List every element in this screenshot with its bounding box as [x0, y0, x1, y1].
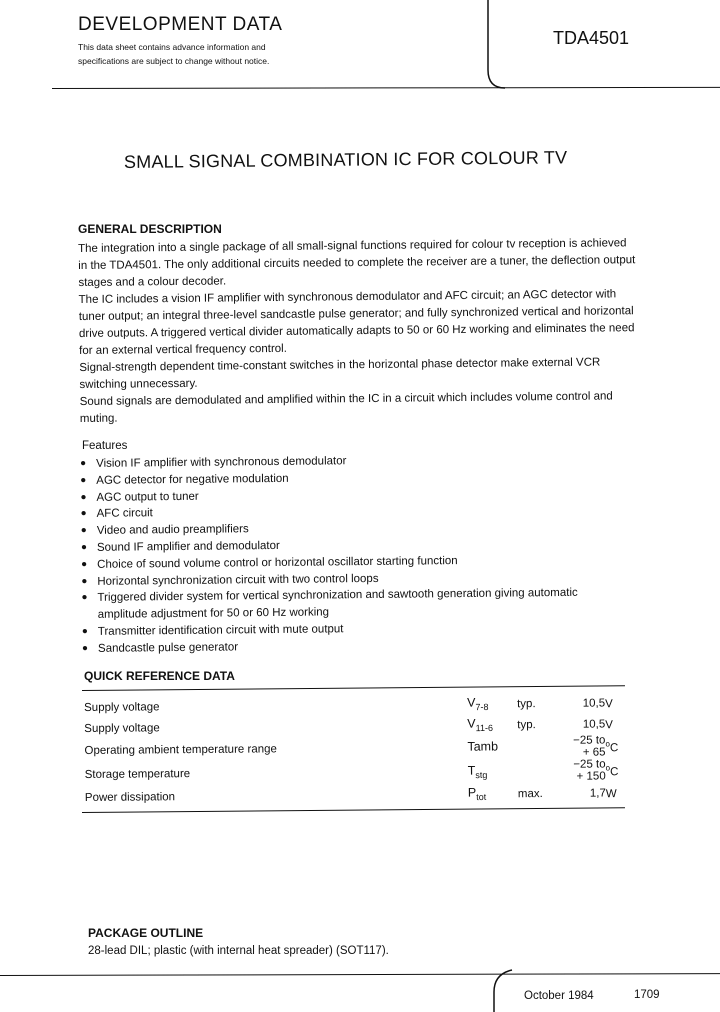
feature-item: ● Vision IF amplifier with synchronous demodulator — [80, 450, 620, 472]
package-outline-heading: PACKAGE OUTLINE — [88, 926, 204, 940]
value-cell: 10,5 — [582, 696, 606, 710]
part-number: TDA4501 — [553, 28, 630, 48]
feature-item: ● AFC circuit — [81, 501, 621, 523]
parameter-cell: Supply voltage — [84, 721, 160, 735]
table-row — [85, 782, 636, 808]
value-cell: 1,7 — [589, 786, 606, 800]
paragraph: Sound signals are demodulated and amplified within the IC in a circuit which includes volume control and muting. — [79, 390, 613, 425]
symbol-cell: Tamb — [467, 739, 499, 754]
quick-reference-heading: QUICK REFERENCE DATA — [84, 669, 235, 683]
features-list — [80, 450, 622, 657]
feature-item: ● Choice of sound volume control or horizontal oscillator starting function — [81, 551, 621, 573]
value-cell: −25 to + 65 — [573, 734, 606, 759]
feature-item: ● Horizontal synchronization circuit with two control loops — [81, 568, 621, 590]
header-rule — [52, 87, 720, 89]
quick-reference-table — [84, 692, 636, 808]
parameter-cell: Operating ambient temperature range — [84, 743, 277, 757]
feature-item: ● Triggered divider system for vertical synchronization and sawtooth generation giving automatic amplitude adjustment for 50 or 60 Hz working — [81, 585, 621, 624]
header-note-line-2: specifications are subject to change without notice. — [78, 56, 270, 66]
qualifier-cell: typ. — [517, 718, 536, 731]
paragraph: The integration into a single package of all small-signal functions required for colour tv reception is achieved in the TDA4501. The only additional circuits needed to complete the receiver are a tuner, the deflection output stages and a colour decoder. — [78, 237, 636, 289]
feature-item: ● Sound IF amplifier and demodulator — [81, 534, 621, 556]
symbol-cell: $V_{11-6}$ — [467, 716, 494, 734]
footer-date: October 1984 — [524, 990, 594, 1002]
paragraph: The IC includes a vision IF amplifier with synchronous demodulator and AFC circuit; an AGC detector with tuner output; an integral three-level sandcastle pulse generator; and fully synchronized vertical and horizontal drive outputs. A triggered vertical divider automatically adapts to 50 or 60 Hz working and eliminates the need for an external vertical frequency control. — [78, 288, 635, 357]
value-cell: 10,5 — [582, 717, 606, 731]
header-note-line-1: This data sheet contains advance information and — [78, 42, 266, 52]
unit-cell: W — [605, 788, 617, 801]
unit-cell: $^o$C — [605, 738, 619, 754]
document-title: SMALL SIGNAL COMBINATION IC FOR COLOUR TV — [123, 147, 568, 172]
header-divider-curve — [484, 0, 506, 89]
quick-reference-top-rule — [82, 685, 625, 691]
symbol-cell: $P_{tot}$ — [467, 785, 487, 803]
page-number: 1709 — [634, 989, 660, 1001]
package-outline-text: 28-lead DIL; plastic (with internal heat spreader) (SOT117). — [88, 945, 389, 957]
feature-item: ● Transmitter identification circuit with mute output — [82, 618, 622, 640]
feature-item: ● Sandcastle pulse generator — [82, 635, 622, 657]
qualifier-cell: typ. — [517, 697, 536, 710]
symbol-cell: $T_{stg}$ — [467, 763, 488, 780]
features-label: Features — [82, 440, 128, 452]
symbol-cell: $V_{7-8}$ — [467, 695, 489, 713]
footer-divider-curve — [490, 968, 514, 1012]
feature-item: ● AGC detector for negative modulation — [80, 467, 620, 489]
feature-item: ● Video and audio preamplifiers — [81, 518, 621, 540]
unit-cell: $^o$C — [605, 762, 619, 778]
header-title: DEVELOPMENT DATA — [78, 14, 283, 35]
footer-rule — [0, 973, 720, 976]
parameter-cell: Power dissipation — [84, 790, 176, 804]
qualifier-cell: max. — [517, 787, 543, 800]
general-description-heading: GENERAL DESCRIPTION — [78, 222, 222, 236]
qualifier-cell — [517, 735, 563, 759]
general-description-body — [78, 235, 640, 428]
unit-cell: V — [605, 698, 613, 711]
parameter-cell: Storage temperature — [84, 768, 191, 781]
value-cell: −25 to + 150 — [573, 758, 606, 783]
header-note — [78, 40, 298, 68]
parameter-cell: Supply voltage — [84, 700, 160, 714]
paragraph: Signal-strength dependent time-constant switches in the horizontal phase detector make external VCR switching unnecessary. — [79, 356, 601, 391]
unit-cell: V — [605, 719, 613, 732]
qualifier-cell — [518, 759, 564, 783]
quick-reference-bottom-rule — [82, 807, 625, 813]
feature-item: ● AGC output to tuner — [80, 484, 620, 506]
